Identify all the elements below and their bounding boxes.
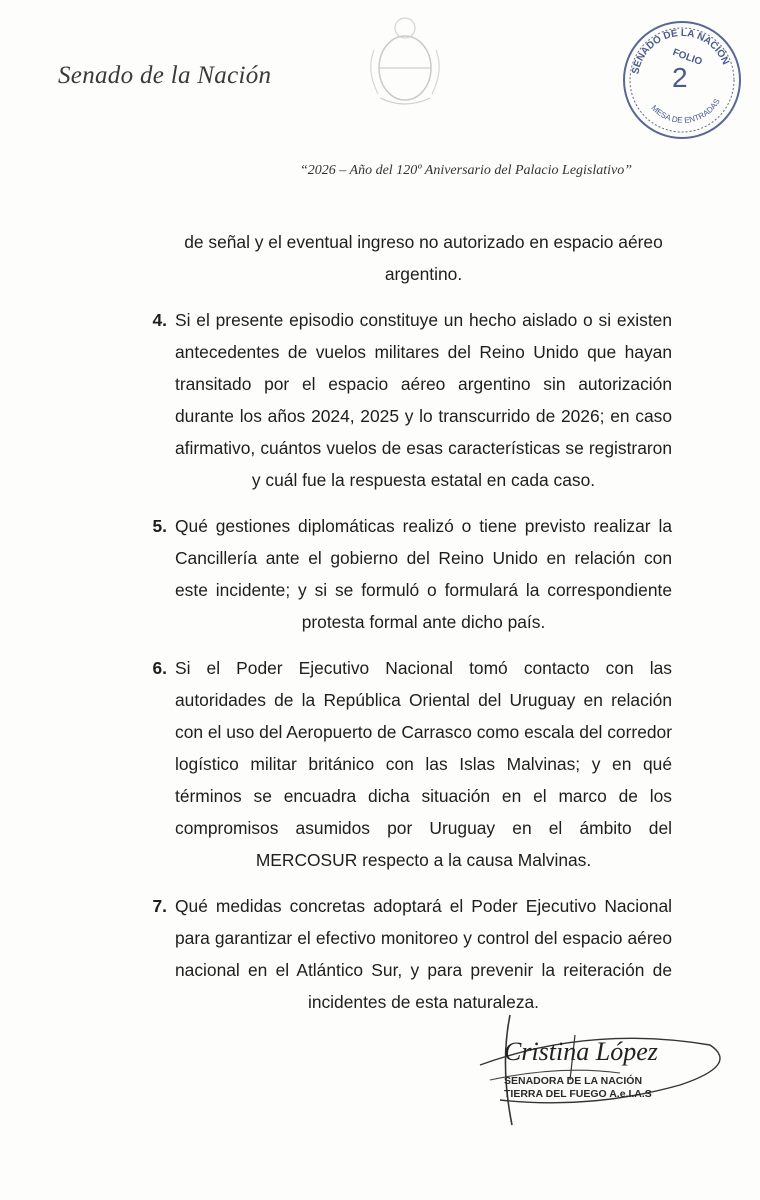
- list-item: [140, 890, 672, 1018]
- list-item: [140, 652, 672, 876]
- list-item: [140, 304, 672, 496]
- item-text: Si el presente episodio constituye un hecho aislado o si existen antecedentes de vuelos militares del Reino Unido que hayan transitado por el espacio aéreo argentino sin autorización durante los años 2024, 2025 y lo transcurrido de 2026; en caso afirmativo, cuántos vuelos de esas características se registraron y cuál fue la respuesta estatal en cada caso.: [175, 310, 672, 490]
- coat-of-arms-emblem: [360, 10, 450, 110]
- signature-province: TIERRA DEL FUEGO A.e.I.A.S: [504, 1088, 652, 1100]
- institution-name: Senado de la Nación: [58, 62, 272, 89]
- year-motto: “2026 – Año del 120º Aniversario del Palacio Legislativo”: [300, 163, 633, 178]
- item-number: 5.: [152, 516, 167, 536]
- item-number: 4.: [152, 310, 167, 330]
- list-item: [140, 510, 672, 638]
- signature-name: Cristina López: [504, 1037, 658, 1066]
- stamp-top-text: SENADO DE LA NACIÓN: [630, 27, 731, 76]
- signature-block: [440, 1005, 740, 1135]
- stamp-folio-number: 2: [672, 62, 688, 93]
- stamp-bottom-text: MESA DE ENTRADAS: [649, 97, 722, 125]
- item-number: 6.: [152, 658, 167, 678]
- document-body: [140, 226, 672, 1018]
- item-text: Si el Poder Ejecutivo Nacional tomó contacto con las autoridades de la República Oriental del Uruguay en relación con el uso del Aeropuerto de Carrasco como escala del corredor logístico militar británico con las Islas Malvinas; y en qué términos se encuadra dicha situación en el marco de los compromisos asumidos por Uruguay en el ámbito del MERCOSUR respecto a la causa Malvinas.: [175, 658, 672, 870]
- svg-text:MESA DE ENTRADAS: [650, 97, 722, 125]
- stamp-folio-label: FOLIO: [671, 47, 704, 68]
- item-text: Qué gestiones diplomáticas realizó o tiene previsto realizar la Cancillería ante el gobierno del Reino Unido en relación con este incidente; y si se formuló o formulará la correspondiente protesta formal ante dicho país.: [175, 516, 672, 632]
- continuation-paragraph: de señal y el eventual ingreso no autorizado en espacio aéreo argentino.: [184, 232, 663, 284]
- signature-title: SENADORA DE LA NACIÓN: [504, 1075, 643, 1087]
- signature-scribble: [440, 1005, 740, 1135]
- item-number: 7.: [152, 896, 167, 916]
- item-text: Qué medidas concretas adoptará el Poder Ejecutivo Nacional para garantizar el efectivo monitoreo y control del espacio aéreo nacional en el Atlántico Sur, y para prevenir la reiteración de incidentes de esta naturaleza.: [175, 896, 672, 1012]
